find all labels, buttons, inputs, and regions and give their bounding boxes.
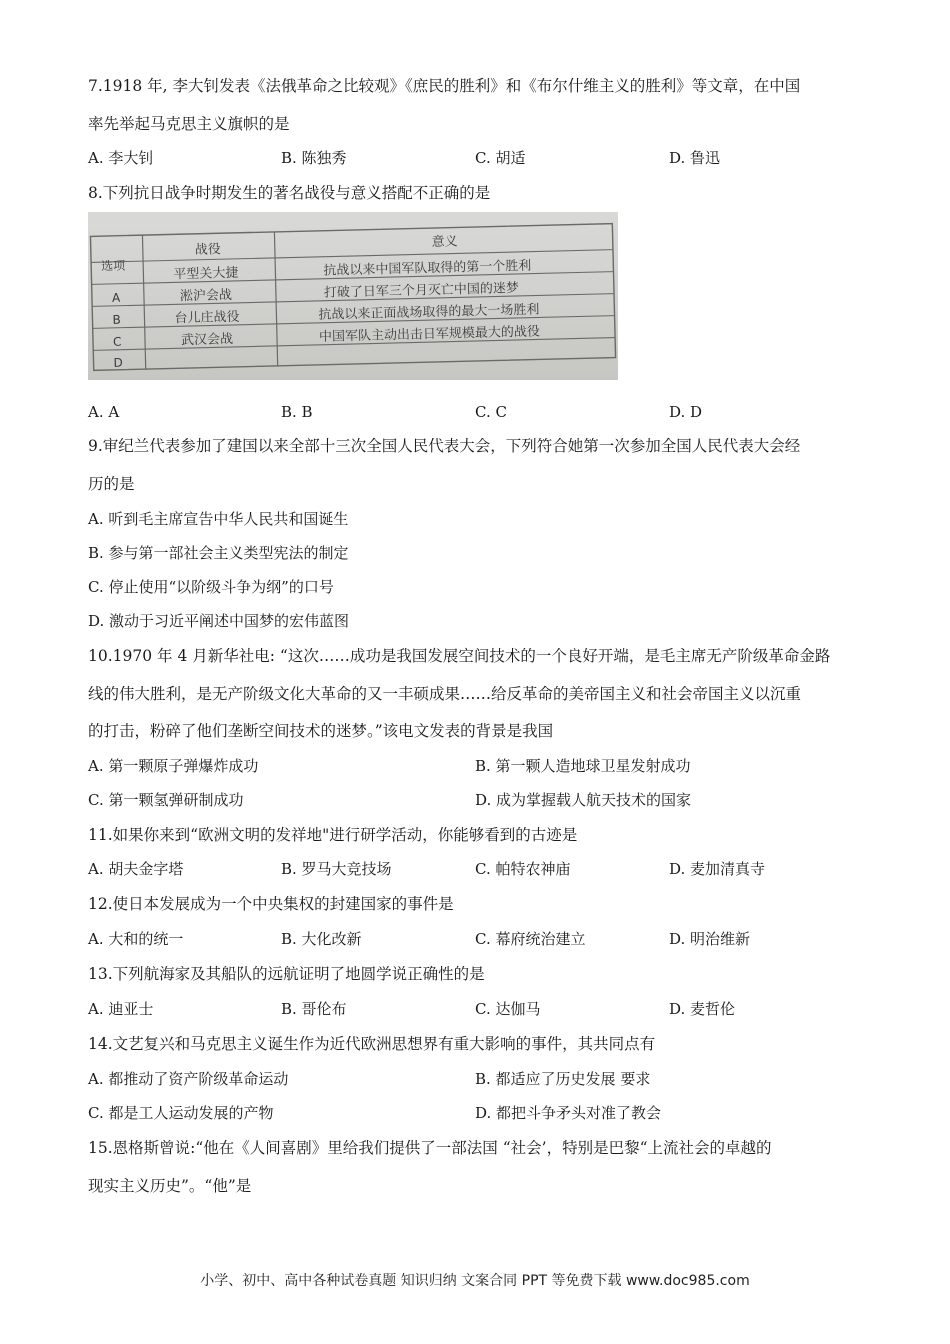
table-row-4-option: D <box>113 355 123 370</box>
question-9-option-b: B. 参与第一部社会主义类型宪法的制定 <box>88 544 349 562</box>
table-row-1-option: A <box>111 290 121 305</box>
battle-table-photo <box>88 212 618 380</box>
page-footer: 小学、初中、高中各种试卷真题 知识归纳 文案合同 PPT 等免费下载 www.doc985.com <box>200 1273 750 1289</box>
question-7-text-cont: 率先举起马克思主义旗帜的是 <box>88 115 290 133</box>
question-11-option-c: C. 帕特农神庙 <box>475 860 571 878</box>
table-row-2-battle: 台儿庄战役 <box>174 309 240 327</box>
question-14-option-b: B. 都适应了历史发展 要求 <box>475 1070 651 1088</box>
question-13-option-a: A. 迪亚士 <box>88 1000 154 1018</box>
question-13-option-b: B. 哥伦布 <box>281 1000 347 1018</box>
question-8-option-a: A. A <box>88 403 120 421</box>
question-12-option-a: A. 大和的统一 <box>88 930 184 948</box>
question-12-option-d: D. 明治维新 <box>669 930 751 948</box>
question-13-option-d: D. 麦哲伦 <box>669 1000 736 1018</box>
question-7-text: 7.1918 年, 李大钊发表《法俄革命之比较观》《庶民的胜利》和《布尔什维主义的胜利》等文章，在中国 <box>88 77 801 95</box>
table-row-1-meaning: 打破了日军三个月灭亡中国的迷梦 <box>323 280 520 301</box>
battle-table <box>88 212 618 380</box>
table-row-0-meaning: 抗战以来中国军队取得的第一个胜利 <box>323 258 532 279</box>
question-14-option-c: C. 都是工人运动发展的产物 <box>88 1104 274 1122</box>
question-7-option-b: B. 陈独秀 <box>281 149 347 167</box>
question-11-text: 11.如果你来到“欧洲文明的发祥地"进行研学活动，你能够看到的古迹是 <box>88 826 578 844</box>
question-7-option-a: A. 李大钊 <box>88 149 154 167</box>
question-8-option-d: D. D <box>669 403 703 421</box>
question-8-text: 8.下列抗日战争时期发生的著名战役与意义搭配不正确的是 <box>88 184 491 202</box>
question-13-option-c: C. 达伽马 <box>475 1000 541 1018</box>
question-15-text-cont: 现实主义历史”。“他”是 <box>88 1177 252 1195</box>
question-12-option-c: C. 幕府统治建立 <box>475 930 586 948</box>
table-header-meaning: 意义 <box>431 234 458 251</box>
question-14-option-a: A. 都推动了资产阶级革命运动 <box>88 1070 289 1088</box>
question-10-text-cont-1: 线的伟大胜利，是无产阶级文化大革命的又一丰硕成果……给反革命的美帝国主义和社会帝国主义以沉重 <box>88 685 802 703</box>
table-row-0-battle: 平型关大捷 <box>173 265 239 283</box>
question-14-option-d: D. 都把斗争矛头对准了教会 <box>475 1104 662 1122</box>
question-11-option-a: A. 胡夫金字塔 <box>88 860 184 878</box>
table-header-option: 选项 <box>101 258 126 274</box>
question-7-option-c: C. 胡适 <box>475 149 526 167</box>
question-8-option-b: B. B <box>281 403 313 421</box>
question-9-text: 9.审纪兰代表参加了建国以来全部十三次全国人民代表大会，下列符合她第一次参加全国人民代表大会经 <box>88 437 801 455</box>
question-10-option-b: B. 第一颗人造地球卫星发射成功 <box>475 757 691 775</box>
table-row-3-battle: 武汉会战 <box>180 331 234 349</box>
question-11-option-b: B. 罗马大竞技场 <box>281 860 392 878</box>
question-8-option-c: C. C <box>475 403 507 421</box>
question-12-option-b: B. 大化改新 <box>281 930 362 948</box>
question-10-text: 10.1970 年 4 月新华社电: “这次……成功是我国发展空间技术的一个良好开端，是毛主席无产阶级革命金路 <box>88 647 831 665</box>
question-9-option-d: D. 激动于习近平阐述中国梦的宏伟蓝图 <box>88 612 350 630</box>
question-9-text-cont: 历的是 <box>88 475 135 493</box>
question-15-text: 15.恩格斯曾说:“他在《人间喜剧》里给我们提供了一部法国 “社会’，特别是巴黎“上流社会的卓越的 <box>88 1139 772 1157</box>
question-13-text: 13.下列航海家及其船队的远航证明了地圆学说正确性的是 <box>88 965 485 983</box>
question-10-option-a: A. 第一颗原子弹爆炸成功 <box>88 757 259 775</box>
table-row-3-meaning: 中国军队主动出击日军规模最大的战役 <box>318 324 541 345</box>
table-header-battle: 战役 <box>194 242 222 258</box>
question-9-option-a: A. 听到毛主席宣告中华人民共和国诞生 <box>88 510 349 528</box>
question-12-text: 12.使日本发展成为一个中央集权的封建国家的事件是 <box>88 895 454 913</box>
question-14-text: 14.文艺复兴和马克思主义诞生作为近代欧洲思想界有重大影响的事件，其共同点有 <box>88 1035 656 1053</box>
table-row-2-option: B <box>112 312 121 327</box>
question-10-option-d: D. 成为掌握载人航天技术的国家 <box>475 791 692 809</box>
question-7-option-d: D. 鲁迅 <box>669 149 721 167</box>
question-10-option-c: C. 第一颗氢弹研制成功 <box>88 791 244 809</box>
question-11-option-d: D. 麦加清真寺 <box>669 860 766 878</box>
table-row-2-meaning: 抗战以来正面战场取得的最大一场胜利 <box>318 302 540 323</box>
question-9-option-c: C. 停止使用“以阶级斗争为纲”的口号 <box>88 578 334 596</box>
question-10-text-cont-2: 的打击，粉碎了他们垄断空间技术的迷梦。”该电文发表的背景是我国 <box>88 722 554 740</box>
table-row-3-option: C <box>112 334 122 349</box>
table-row-1-battle: 淞沪会战 <box>179 287 233 305</box>
